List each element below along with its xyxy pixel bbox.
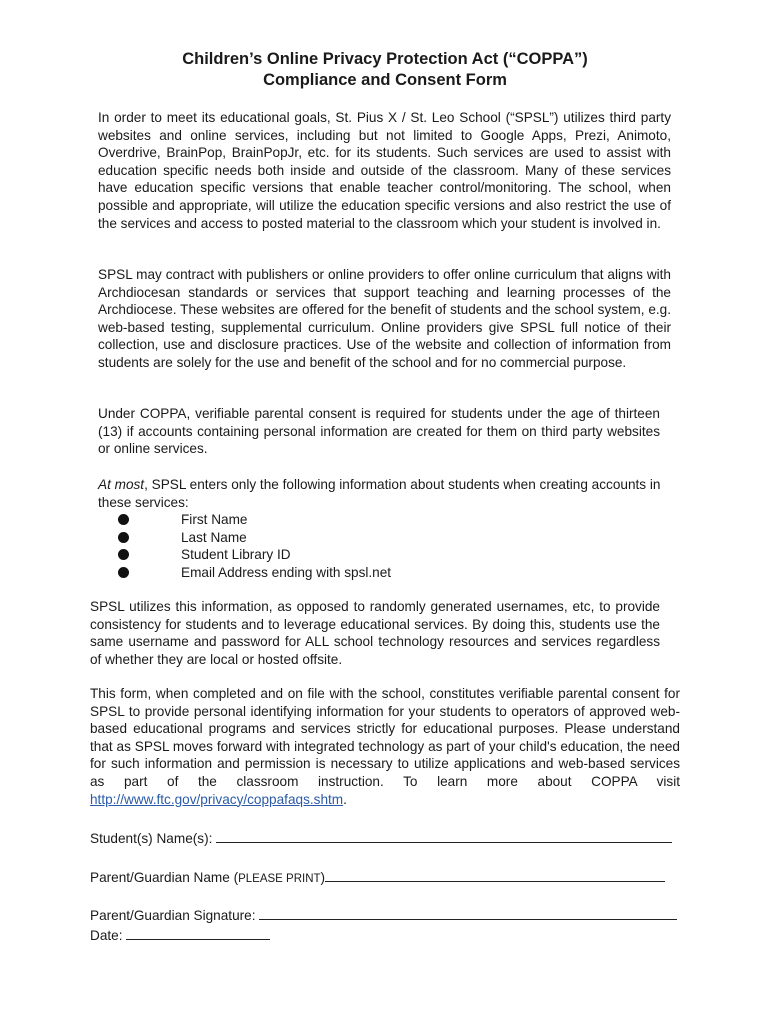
list-item-label: Last Name [181, 529, 247, 545]
signature-label: Parent/Guardian Signature: [90, 908, 260, 923]
parent-name-close: ) [320, 870, 326, 885]
info-collected-text: , SPSL enters only the following information about students when creating accounts in these services: [98, 477, 661, 510]
consent-period: . [343, 791, 347, 807]
list-item-label: Email Address ending with spsl.net [181, 564, 392, 580]
date-line[interactable] [126, 925, 270, 940]
paragraph-intro: In order to meet its educational goals, St. Pius X / St. Leo School (“SPSL”) utilizes third party websites and online services, including but not limited to Google Apps, Prezi, Animoto, Overdrive, BrainPop, BrainPopJr, etc. for its students. Such services are used to assist with education specific needs both inside and outside of the classroom. Many of these services have education specific versions that enable teacher control/monitoring. The school, when possible and appropriate, will utilize the education specific versions and also restrict the use of the services and access to posted material to the classroom which your student is involved in. [98, 110, 671, 231]
form-title-line-1: Children’s Online Privacy Protection Act (“COPPA”) [182, 50, 588, 68]
paragraph-contracts: SPSL may contract with publishers or online providers to offer online curriculum that aligns with Archdiocesan standards or services that support teaching and learning processes of the Archdiocese. These websites are offered for the benefit of students and the school system, e.g. web-based testing, supplemental curriculum. Online providers give SPSL full notice of their collection, use and disclosure practices. Use of the website and collection of information from students are solely for the use and benefit of the school and for no commercial purpose. [98, 267, 671, 370]
date-field[interactable] [90, 925, 270, 945]
paragraph-consent [90, 685, 680, 808]
consent-text: This form, when completed and on file with the school, constitutes verifiable parental consent for SPSL to provide personal identifying information for your students to operators of approved web-based educational programs and services strictly for educational purposes. Please understand that as SPSL moves forward with integrated technology as part of your child's education, the need for such information and permission is necessary to utilize applications and web-based services as part of the classroom instruction. To learn more about COPPA visit [90, 686, 680, 789]
paragraph-consistency: SPSL utilizes this information, as opposed to randomly generated usernames, etc, to provide consistency for students and to leverage educational services. By doing this, students use the same username and password for ALL school technology resources and services regardless of whether they are local or hosted offsite. [90, 599, 660, 667]
paragraph-info-collected [98, 476, 671, 511]
signature-field[interactable] [90, 905, 677, 925]
bullet-icon [118, 549, 129, 560]
list-item-label: First Name [181, 512, 248, 527]
bullet-icon [118, 567, 129, 578]
student-names-label: Student(s) Name(s): [90, 831, 217, 846]
parent-name-hint: PLEASE PRINT [238, 873, 321, 885]
bullet-icon [118, 514, 129, 525]
paragraph-coppa-requirement: Under COPPA, verifiable parental consent is required for students under the age of thirteen (13) if accounts containing personal information are created for them on third party websites or online services. [98, 406, 660, 457]
form-title-line-2: Compliance and Consent Form [263, 71, 507, 89]
at-most-emphasis: At most [98, 477, 145, 492]
parent-name-label: Parent/Guardian Name ( [90, 870, 239, 885]
signature-line[interactable] [259, 905, 677, 920]
student-names-line[interactable] [216, 828, 672, 843]
date-label: Date: [90, 928, 127, 943]
list-item-label: Student Library ID [181, 547, 291, 563]
student-names-field[interactable] [90, 828, 672, 848]
ftc-coppa-link[interactable]: http://www.ftc.gov/privacy/coppafaqs.shtm [90, 791, 344, 807]
bullet-icon [118, 532, 129, 543]
parent-name-line[interactable] [325, 867, 665, 882]
parent-name-field[interactable] [90, 867, 665, 888]
